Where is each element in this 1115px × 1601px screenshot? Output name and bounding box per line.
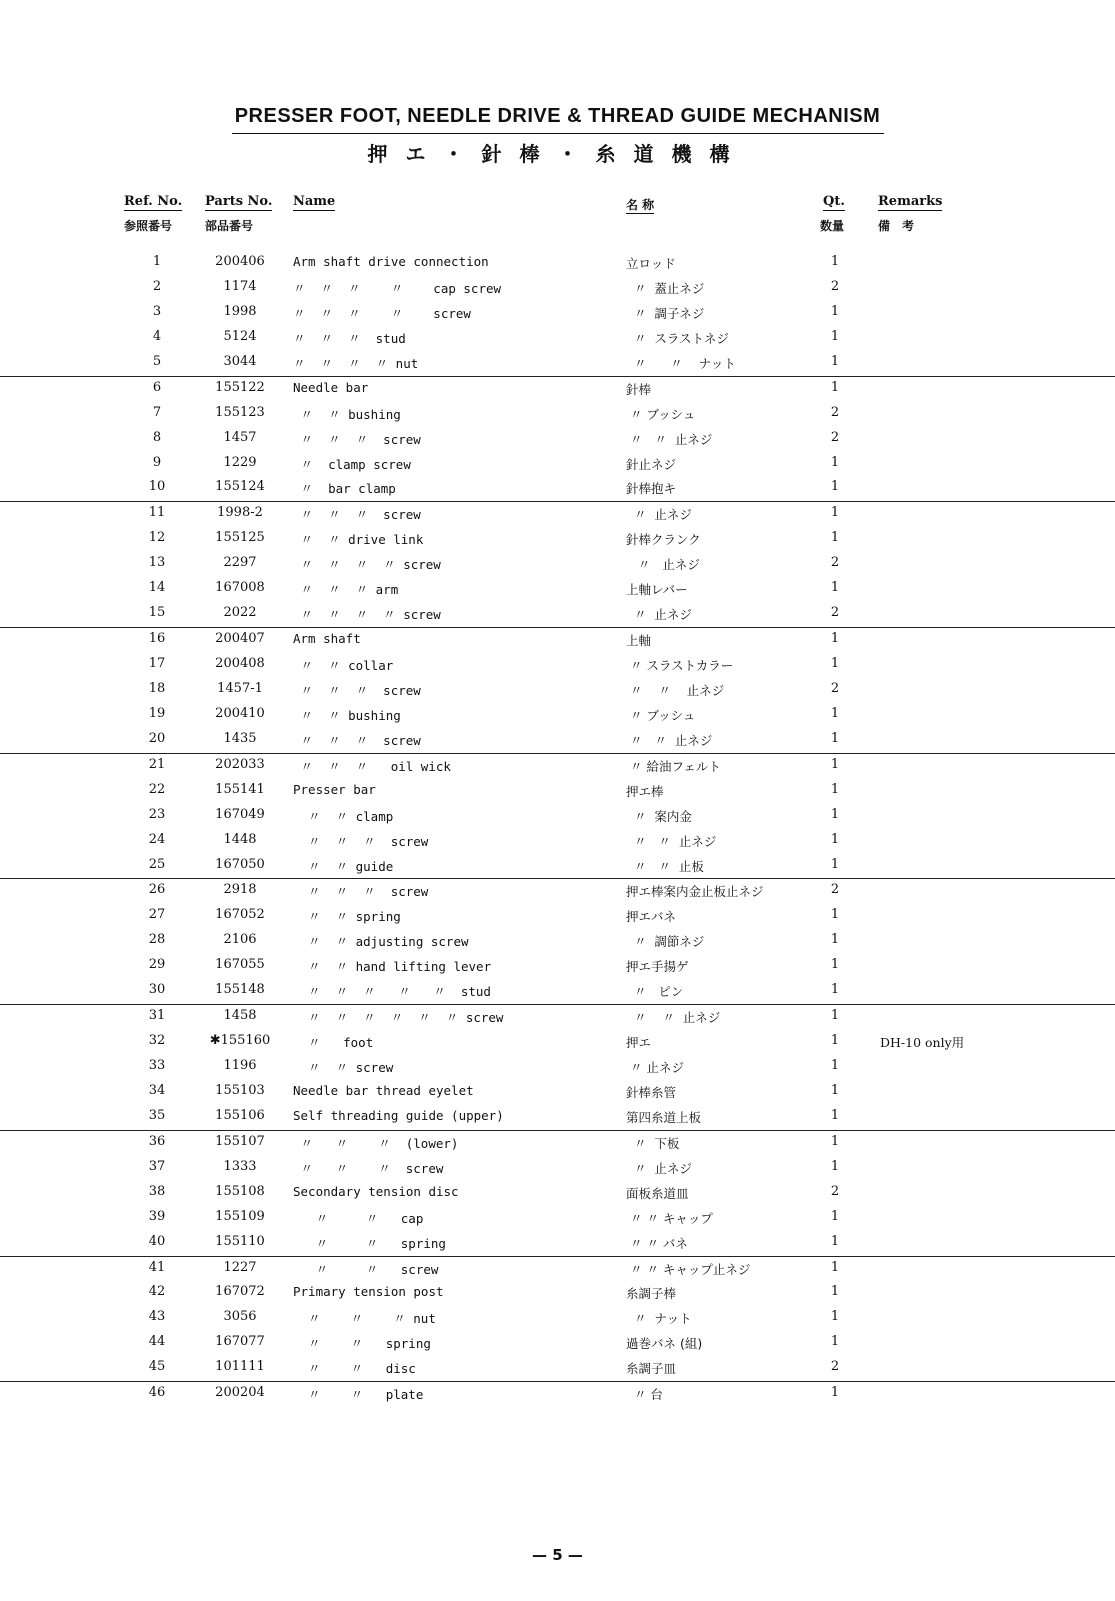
quantity-cell: 1 xyxy=(830,806,840,822)
quantity-cell: 2 xyxy=(830,1359,840,1375)
japanese-name-cell: 〃 止ネジ xyxy=(626,557,700,573)
name-cell: 〃 〃 〃 screw xyxy=(293,884,429,900)
parts-no-cell: 1229 xyxy=(223,454,257,470)
parts-no-cell: 200410 xyxy=(215,705,265,721)
japanese-name-cell: 押エ xyxy=(626,1035,652,1051)
ref-no-cell: 24 xyxy=(148,831,166,847)
parts-no-cell: 167055 xyxy=(215,957,265,973)
quantity-cell: 2 xyxy=(830,404,840,420)
ref-no-cell: 35 xyxy=(148,1107,166,1123)
ref-no-cell: 18 xyxy=(148,680,166,696)
table-row xyxy=(0,1005,1115,1030)
name-cell: 〃 〃 screw xyxy=(293,1261,439,1277)
name-cell: 〃 〃 〃 screw xyxy=(293,1160,444,1176)
quantity-cell: 1 xyxy=(830,756,840,772)
ref-no-cell: 20 xyxy=(148,730,166,746)
japanese-name-cell: 〃 ナット xyxy=(626,1311,692,1327)
table-row xyxy=(0,1105,1115,1131)
table-row xyxy=(0,1181,1115,1206)
name-cell: 〃 〃 〃 〃 cap screw xyxy=(293,280,502,296)
ref-no-cell: 22 xyxy=(148,781,166,797)
name-cell: 〃 〃 〃 stud xyxy=(293,330,406,346)
parts-no-cell: 101111 xyxy=(215,1359,265,1375)
ref-no-cell: 31 xyxy=(148,1008,166,1024)
parts-no-cell: 2297 xyxy=(223,555,257,571)
ref-no-cell: 19 xyxy=(148,705,166,721)
quantity-cell: 1 xyxy=(830,982,840,998)
table-row xyxy=(0,1030,1115,1055)
quantity-cell: 1 xyxy=(830,705,840,721)
name-cell: 〃 〃 〃 screw xyxy=(293,732,421,748)
quantity-cell: 1 xyxy=(830,730,840,746)
name-cell: 〃 〃 spring xyxy=(293,1336,431,1352)
quantity-cell: 1 xyxy=(830,1082,840,1098)
quantity-cell: 1 xyxy=(830,328,840,344)
ref-no-cell: 12 xyxy=(148,530,166,546)
ref-no-cell: 26 xyxy=(148,882,166,898)
table-row xyxy=(0,527,1115,552)
japanese-name-cell: 〃 下板 xyxy=(626,1135,680,1151)
ref-no-cell: 21 xyxy=(148,756,166,772)
japanese-name-cell: 〃 給油フェルト xyxy=(626,758,721,774)
table-row xyxy=(0,301,1115,326)
table-row xyxy=(0,979,1115,1005)
japanese-name-cell: 立ロッド xyxy=(626,256,676,271)
ref-no-cell: 13 xyxy=(148,555,166,571)
parts-no-cell: 2106 xyxy=(223,932,257,948)
table-row xyxy=(0,929,1115,954)
ref-no-cell: 32 xyxy=(148,1033,166,1049)
name-cell: 〃 〃 〃 〃 screw xyxy=(293,305,471,321)
japanese-name-cell: 〃 〃 キャップ止ネジ xyxy=(626,1261,751,1277)
japanese-name-cell: 押エバネ xyxy=(626,909,677,925)
japanese-name-cell: 〃 〃 止ネジ xyxy=(626,682,725,698)
name-cell: 〃 〃 screw xyxy=(293,1060,394,1075)
parts-no-cell: 1435 xyxy=(223,730,257,746)
quantity-cell: 1 xyxy=(830,454,840,470)
japanese-name-cell: 針止ネジ xyxy=(626,456,677,472)
parts-no-cell: 167052 xyxy=(215,907,265,923)
japanese-name-cell: 〃 〃 止ネジ xyxy=(626,833,717,849)
parts-no-cell: 1227 xyxy=(223,1259,257,1275)
parts-no-cell: 5124 xyxy=(223,328,257,344)
japanese-name-cell: 押エ手揚ゲ xyxy=(626,959,689,975)
name-cell: 〃 〃 〃 screw xyxy=(293,431,421,447)
japanese-name-cell: 〃 〃 止ネジ xyxy=(626,1010,721,1026)
table-row xyxy=(0,678,1115,703)
parts-no-cell: 167049 xyxy=(215,806,265,822)
parts-no-cell: 155122 xyxy=(215,379,265,395)
name-cell: Presser bar xyxy=(293,781,376,797)
parts-no-cell: 2918 xyxy=(223,882,257,898)
japanese-name-cell: 〃 止ネジ xyxy=(626,607,692,623)
japanese-name-cell: 〃 〃 止ネジ xyxy=(626,431,713,447)
name-cell: 〃 〃 cap xyxy=(293,1210,424,1226)
japanese-name-cell: 針棒 xyxy=(626,381,652,397)
japanese-name-cell: 押エ棒 xyxy=(626,783,664,799)
parts-no-cell: 200408 xyxy=(215,656,265,671)
name-cell: 〃 〃 〃 nut xyxy=(293,1311,436,1327)
parts-no-cell: 155110 xyxy=(215,1233,265,1249)
ref-no-cell: 4 xyxy=(152,328,162,344)
table-row xyxy=(0,1080,1115,1105)
parts-no-cell: 1457-1 xyxy=(217,680,263,696)
japanese-name-cell: 針棒糸管 xyxy=(626,1084,677,1100)
parts-no-cell: 167008 xyxy=(215,580,265,596)
table-row xyxy=(0,1257,1115,1282)
parts-no-cell: 1448 xyxy=(223,831,257,847)
ref-no-cell: 2 xyxy=(152,278,162,294)
table-row xyxy=(0,628,1115,653)
name-cell: 〃 〃 〃 〃 nut xyxy=(293,355,419,371)
table-row xyxy=(0,653,1115,678)
quantity-cell: 2 xyxy=(830,680,840,696)
parts-no-cell: 155109 xyxy=(215,1208,265,1224)
table-row xyxy=(0,552,1115,577)
japanese-name-cell: 〃 ブッシュ xyxy=(626,406,696,422)
parts-no-cell: 3056 xyxy=(223,1309,257,1325)
ref-no-cell: 44 xyxy=(148,1334,166,1350)
header-ref-no: Ref. No. xyxy=(124,194,183,209)
table-row xyxy=(0,402,1115,427)
ref-no-cell: 40 xyxy=(148,1233,166,1249)
parts-no-cell: 200407 xyxy=(215,631,265,647)
ref-no-cell: 14 xyxy=(148,580,166,596)
japanese-name-cell: 〃 止ネジ xyxy=(626,507,692,523)
table-row xyxy=(0,1055,1115,1080)
name-cell: 〃 clamp screw xyxy=(293,456,411,472)
quantity-cell: 1 xyxy=(830,856,840,872)
table-row xyxy=(0,1281,1115,1306)
table-row xyxy=(0,804,1115,829)
ref-no-cell: 15 xyxy=(148,605,166,621)
parts-no-cell: 155141 xyxy=(215,781,265,797)
parts-no-cell: 200406 xyxy=(215,254,265,269)
ref-no-cell: 5 xyxy=(152,353,162,369)
japanese-name-cell: 〃 蓋止ネジ xyxy=(626,280,705,296)
ref-no-cell: 41 xyxy=(148,1259,166,1275)
table-row xyxy=(0,577,1115,602)
name-cell: 〃 〃 bushing xyxy=(293,406,401,422)
parts-no-cell: 155108 xyxy=(215,1183,265,1199)
name-cell: 〃 〃 〃 oil wick xyxy=(293,758,451,774)
table-row xyxy=(0,251,1115,276)
parts-no-cell: 155123 xyxy=(215,404,265,420)
japanese-name-cell: 上軸 xyxy=(626,633,652,649)
japanese-name-cell: 〃 スラストカラー xyxy=(626,658,734,673)
table-row xyxy=(0,854,1115,880)
quantity-cell: 1 xyxy=(830,1033,840,1049)
name-cell: 〃 〃 〃 screw xyxy=(293,833,429,849)
japanese-name-cell: 〃 〃 止板 xyxy=(626,858,704,874)
japanese-name-cell: 針棒クランク xyxy=(626,532,701,548)
japanese-name-cell: 〃 〃 止ネジ xyxy=(626,732,713,748)
table-row xyxy=(0,1131,1115,1156)
name-cell: 〃 〃 〃 〃 〃 stud xyxy=(293,984,491,1000)
quantity-cell: 1 xyxy=(830,479,840,495)
table-row xyxy=(0,1206,1115,1231)
parts-no-cell: 1458 xyxy=(223,1008,257,1024)
ref-no-cell: 34 xyxy=(148,1082,166,1098)
quantity-cell: 1 xyxy=(830,1259,840,1275)
table-row xyxy=(0,1382,1115,1407)
table-row xyxy=(0,703,1115,728)
table-row xyxy=(0,904,1115,929)
name-cell: Needle bar xyxy=(293,379,369,395)
table-row xyxy=(0,954,1115,979)
parts-no-cell: 1174 xyxy=(223,278,257,294)
parts-no-cell: 155124 xyxy=(215,479,265,495)
ref-no-cell: 3 xyxy=(152,303,162,319)
parts-no-cell: 1196 xyxy=(223,1058,257,1073)
ref-no-cell: 11 xyxy=(148,505,166,521)
ref-no-cell: 30 xyxy=(148,982,166,998)
parts-no-cell: 167077 xyxy=(215,1334,265,1350)
parts-no-cell: 1998 xyxy=(223,303,257,319)
name-cell: 〃 foot xyxy=(293,1035,374,1051)
japanese-name-cell: 〃 〃 ナット xyxy=(626,355,736,371)
parts-no-cell: 167072 xyxy=(215,1284,265,1300)
quantity-cell: 1 xyxy=(830,957,840,973)
quantity-cell: 1 xyxy=(830,656,840,671)
parts-no-cell: 167050 xyxy=(215,856,265,872)
ref-no-cell: 1 xyxy=(152,254,162,269)
ref-no-cell: 9 xyxy=(152,454,162,470)
quantity-cell: 2 xyxy=(830,1183,840,1199)
parts-no-cell: 155106 xyxy=(215,1107,265,1123)
name-cell: Arm shaft drive connection xyxy=(293,254,489,269)
japanese-name-cell: 面板糸道皿 xyxy=(626,1185,689,1201)
japanese-name-cell: 〃 台 xyxy=(626,1387,663,1403)
quantity-cell: 1 xyxy=(830,580,840,596)
table-row xyxy=(0,1331,1115,1356)
table-row xyxy=(0,779,1115,804)
japanese-name-cell: 糸調子棒 xyxy=(626,1286,677,1302)
name-cell: Primary tension post xyxy=(293,1284,444,1300)
parts-no-cell: 2022 xyxy=(223,605,257,621)
table-row xyxy=(0,1156,1115,1181)
table-row xyxy=(0,476,1115,502)
name-cell: Secondary tension disc xyxy=(293,1183,459,1199)
quantity-cell: 2 xyxy=(830,278,840,294)
quantity-cell: 1 xyxy=(830,631,840,647)
parts-no-cell: 1998-2 xyxy=(217,505,263,521)
table-row xyxy=(0,351,1115,377)
ref-no-cell: 17 xyxy=(148,656,166,671)
ref-no-cell: 16 xyxy=(148,631,166,647)
document-title-japanese: 押エ・針棒・糸道機構 xyxy=(367,142,748,166)
name-cell: Self threading guide (upper) xyxy=(293,1107,504,1123)
header-remarks-jp: 備 考 xyxy=(878,219,915,233)
name-cell: 〃 〃 spring xyxy=(293,1235,446,1251)
japanese-name-cell: 〃 調子ネジ xyxy=(626,305,705,321)
header-qt: Qt. xyxy=(823,194,845,209)
header-name-jp: 名 称 xyxy=(626,198,655,212)
japanese-name-cell: 〃 〃 バネ xyxy=(626,1235,688,1251)
japanese-name-cell: 針棒抱キ xyxy=(626,481,677,497)
ref-no-cell: 45 xyxy=(148,1359,166,1375)
name-cell: 〃 〃 adjusting screw xyxy=(293,934,469,950)
parts-no-cell: 200204 xyxy=(215,1385,265,1401)
ref-no-cell: 39 xyxy=(148,1208,166,1224)
name-cell: 〃 bar clamp xyxy=(293,481,396,497)
japanese-name-cell: 糸調子皿 xyxy=(626,1361,677,1377)
quantity-cell: 1 xyxy=(830,1309,840,1325)
ref-no-cell: 28 xyxy=(148,932,166,948)
quantity-cell: 1 xyxy=(830,379,840,395)
quantity-cell: 1 xyxy=(830,1284,840,1300)
table-row xyxy=(0,1306,1115,1331)
quantity-cell: 1 xyxy=(830,530,840,546)
quantity-cell: 1 xyxy=(830,1107,840,1123)
ref-no-cell: 10 xyxy=(148,479,166,495)
name-cell: 〃 〃 〃 arm xyxy=(293,582,399,598)
name-cell: 〃 〃 collar xyxy=(293,658,394,673)
name-cell: 〃 〃 guide xyxy=(293,858,394,874)
name-cell: 〃 〃 drive link xyxy=(293,532,424,548)
japanese-name-cell: 〃 止ネジ xyxy=(626,1160,692,1176)
header-qt-jp: 数量 xyxy=(820,219,845,233)
ref-no-cell: 29 xyxy=(148,957,166,973)
name-cell: 〃 〃 〃 〃 〃 〃 screw xyxy=(293,1010,504,1026)
title-underline xyxy=(232,133,884,134)
parts-table xyxy=(0,251,1115,1407)
ref-no-cell: 43 xyxy=(148,1309,166,1325)
table-row xyxy=(0,377,1115,402)
parts-no-cell: 1333 xyxy=(223,1158,257,1174)
quantity-cell: 1 xyxy=(830,353,840,369)
header-name: Name xyxy=(293,194,336,209)
table-row xyxy=(0,427,1115,452)
parts-no-cell: 155148 xyxy=(215,982,265,998)
remarks-cell: DH-10 only用 xyxy=(880,1035,965,1051)
quantity-cell: 1 xyxy=(830,1008,840,1024)
header-parts-no: Parts No. xyxy=(205,194,273,209)
name-cell: 〃 〃 plate xyxy=(293,1387,424,1403)
japanese-name-cell: 〃 ピン xyxy=(626,984,684,1000)
ref-no-cell: 36 xyxy=(148,1133,166,1149)
parts-no-cell: 155107 xyxy=(215,1133,265,1149)
japanese-name-cell: 〃 調節ネジ xyxy=(626,934,705,950)
name-cell: 〃 〃 〃 〃 screw xyxy=(293,607,441,623)
header-parts-no-jp: 部品番号 xyxy=(205,219,254,233)
table-row xyxy=(0,728,1115,754)
japanese-name-cell: 〃 止ネジ xyxy=(626,1060,684,1075)
table-row xyxy=(0,754,1115,779)
table-row xyxy=(0,276,1115,301)
quantity-cell: 1 xyxy=(830,254,840,269)
name-cell: 〃 〃 disc xyxy=(293,1361,416,1377)
ref-no-cell: 27 xyxy=(148,907,166,923)
ref-no-cell: 46 xyxy=(148,1385,166,1401)
ref-no-cell: 33 xyxy=(148,1058,166,1073)
quantity-cell: 2 xyxy=(830,605,840,621)
ref-no-cell: 38 xyxy=(148,1183,166,1199)
ref-no-cell: 8 xyxy=(152,429,162,445)
page-number: — 5 — xyxy=(532,1546,583,1564)
header-remarks: Remarks xyxy=(878,194,943,209)
quantity-cell: 1 xyxy=(830,1133,840,1149)
parts-no-cell: 155125 xyxy=(215,530,265,546)
ref-no-cell: 23 xyxy=(148,806,166,822)
parts-no-cell: 202033 xyxy=(215,756,265,772)
table-row xyxy=(0,1356,1115,1382)
parts-no-cell: 1457 xyxy=(223,429,257,445)
parts-no-cell: ✱155160 xyxy=(209,1033,271,1049)
parts-no-cell: 155103 xyxy=(215,1082,265,1098)
japanese-name-cell: 〃 スラストネジ xyxy=(626,330,729,346)
japanese-name-cell: 上軸レバー xyxy=(626,582,688,598)
quantity-cell: 1 xyxy=(830,781,840,797)
name-cell: 〃 〃 〃 screw xyxy=(293,682,421,698)
quantity-cell: 1 xyxy=(830,505,840,521)
quantity-cell: 1 xyxy=(830,1334,840,1350)
name-cell: 〃 〃 bushing xyxy=(293,707,401,723)
parts-no-cell: 3044 xyxy=(223,353,257,369)
name-cell: Needle bar thread eyelet xyxy=(293,1082,474,1098)
ref-no-cell: 42 xyxy=(148,1284,166,1300)
japanese-name-cell: 第四糸道上板 xyxy=(626,1109,702,1125)
quantity-cell: 2 xyxy=(830,882,840,898)
quantity-cell: 1 xyxy=(830,1158,840,1174)
table-row xyxy=(0,879,1115,904)
name-cell: 〃 〃 〃 (lower) xyxy=(293,1135,459,1151)
japanese-name-cell: 押エ棒案内金止板止ネジ xyxy=(626,884,764,900)
quantity-cell: 2 xyxy=(830,429,840,445)
quantity-cell: 1 xyxy=(830,907,840,923)
japanese-name-cell: 〃 〃 キャップ xyxy=(626,1210,713,1226)
ref-no-cell: 37 xyxy=(148,1158,166,1174)
table-row xyxy=(0,1231,1115,1257)
quantity-cell: 1 xyxy=(830,1233,840,1249)
document-title-english: PRESSER FOOT, NEEDLE DRIVE & THREAD GUIDE MECHANISM xyxy=(234,105,881,127)
table-row xyxy=(0,326,1115,351)
quantity-cell: 1 xyxy=(830,303,840,319)
name-cell: Arm shaft xyxy=(293,631,361,647)
table-row xyxy=(0,829,1115,854)
name-cell: 〃 〃 clamp xyxy=(293,808,394,824)
name-cell: 〃 〃 hand lifting lever xyxy=(293,959,492,975)
quantity-cell: 1 xyxy=(830,1058,840,1073)
table-row xyxy=(0,502,1115,527)
header-ref-no-jp: 参照番号 xyxy=(124,219,173,233)
quantity-cell: 2 xyxy=(830,555,840,571)
japanese-name-cell: 〃 案内金 xyxy=(626,808,692,824)
ref-no-cell: 25 xyxy=(148,856,166,872)
quantity-cell: 1 xyxy=(830,1208,840,1224)
name-cell: 〃 〃 〃 〃 screw xyxy=(293,557,441,573)
quantity-cell: 1 xyxy=(830,831,840,847)
table-row xyxy=(0,602,1115,628)
name-cell: 〃 〃 〃 screw xyxy=(293,507,421,523)
table-row xyxy=(0,452,1115,477)
ref-no-cell: 6 xyxy=(152,379,162,395)
ref-no-cell: 7 xyxy=(152,404,162,420)
quantity-cell: 1 xyxy=(830,932,840,948)
japanese-name-cell: 過巻バネ (組) xyxy=(626,1336,703,1352)
quantity-cell: 1 xyxy=(830,1385,840,1401)
japanese-name-cell: 〃 ブッシュ xyxy=(626,707,696,723)
name-cell: 〃 〃 spring xyxy=(293,909,401,925)
